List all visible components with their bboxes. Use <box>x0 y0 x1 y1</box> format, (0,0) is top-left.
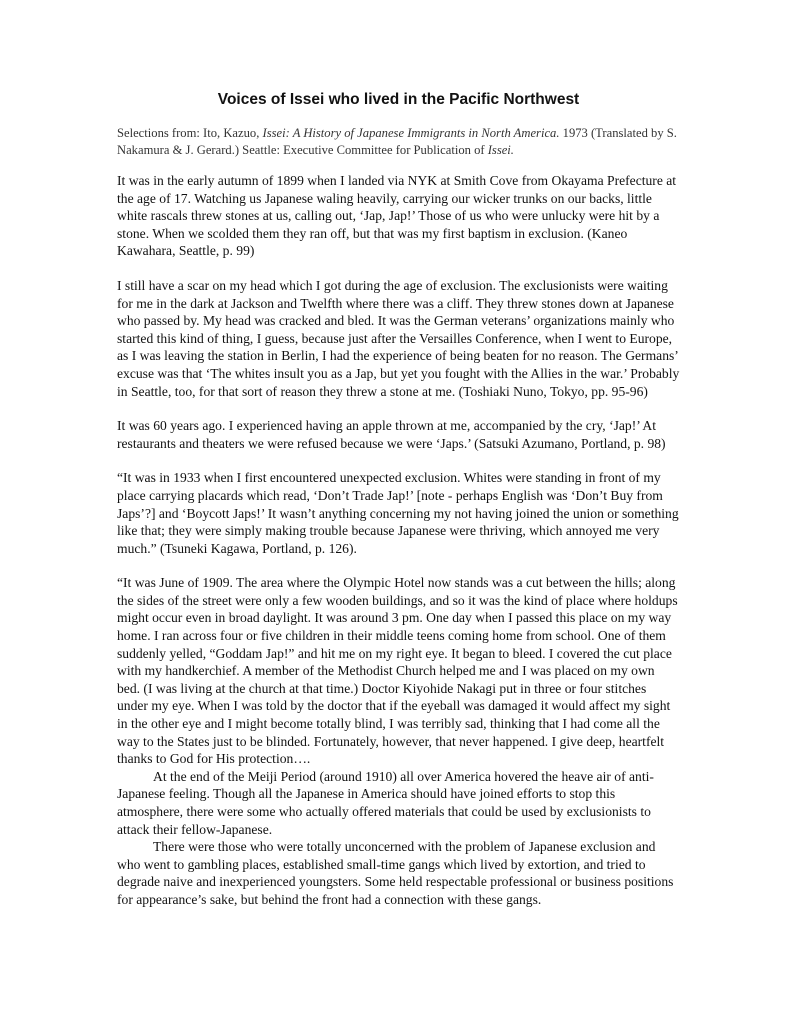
paragraph-kagawa: “It was in 1933 when I first encountered unexpected exclusion. Whites were standing in front of my place carrying placards which read, ‘Don’t Trade Jap!’ [note - perhaps English was ‘Don’t Buy from Japs’?] and ‘Boycott Japs!’ It wasn’t anything concerning my not having joined the union or something like that; they were simply making trouble because Japanese were thriving, which annoyed me very much.” (Tsuneki Kagawa, Portland, p. 126). <box>117 470 679 556</box>
paragraph-kawahara: It was in the early autumn of 1899 when I landed via NYK at Smith Cove from Okayama Prefecture at the age of 17. Watching us Japanese waling heavily, carrying our wicker trunks on our backs, little white rascals threw stones at us, calling out, ‘Jap, Jap!’ Those of us who were unlucky were hit by a stone. When we scolded them they ran off, but that was my first baptism in exclusion. (Kaneo Kawahara, Seattle, p. 99) <box>117 173 677 259</box>
paragraph-meiji-period: At the end of the Meiji Period (around 1910) all over America hovered the heave air of anti-Japanese feeling. Though all the Japanese in America should have joined efforts to stop this atmosphere, there were some who actually offered materials that could be used by exclusionists to attack their fellow-Japanese. <box>117 768 654 837</box>
paragraph-june-1909: “It was June of 1909. The area where the Olympic Hotel now stands was a cut between the hills; along the sides of the street were only a few wooden buildings, and so it was the kind of place where holdups might occur even in broad daylight. It was around 3 pm. One day when I passed this place on my way home. I ran across four or five children in their middle teens coming home from school. One of them suddenly yelled, “Goddam Jap!” and hit me on my right eye. It began to bleed. I covered the cut place with my handkerchief. A member of the Methodist Church helped me and I was placed on my own bed. (I was living at the church at that time.) Doctor Kiyohide Nakagi put in three or four stitches under my eye. When I was told by the doctor that if the eyeball was damaged it would affect my sight in the other eye and I might become totally blind, I was terribly sad, thinking that I had come all the way to the States just to be blinded. Fortunately, however, that never happened. I give deep, heartfelt thanks to God for His protection…. <box>117 575 678 767</box>
paragraph-nuno: I still have a scar on my head which I got during the age of exclusion. The exclusionists were waiting for me in the dark at Jackson and Twelfth where there was a cliff. They threw stones down at Japanese who passed by. My head was cracked and bled. It was the German veterans’ organizations mainly who started this kind of thing, I guess, because just after the Versailles Conference, when I went to Europe, as I was leaving the station in Berlin, I had the experience of being beaten for no reason. The Germans’ excuse was that ‘The whites insult you as a Jap, but yet you fought with the Allies in the war.’ Probably in Seattle, too, for that sort of reason they threw a stone at me. (Toshiaki Nuno, Tokyo, pp. 95-96) <box>117 277 680 399</box>
source-book-title: Issei: A History of Japanese Immigrants in North America. <box>262 126 560 140</box>
source-prefix: Selections from: Ito, Kazuo, <box>117 126 263 140</box>
source-publication-title: Issei. <box>487 142 514 157</box>
document-title: Voices of Issei who lived in the Pacific Northwest <box>217 91 580 108</box>
source-middle: 1973 (Translated by S. Nakamura & J. Gerard.) Seattle: Executive Committee for Publication of <box>117 126 677 157</box>
document-page <box>117 90 680 909</box>
source-citation <box>117 125 680 158</box>
paragraph-gambling-gangs: There were those who were totally unconcerned with the problem of Japanese exclusion and who went to gambling places, established small-time gangs which lived by extortion, and tried to degrade naive and inexperienced youngsters. Some held respectable professional or business positions for appearance’s sake, but behind the front had a connection with these gangs. <box>117 839 674 907</box>
paragraph-azumano: It was 60 years ago. I experienced having an apple thrown at me, accompanied by the cry, ‘Jap!’ At restaurants and theaters we were refused because we were ‘Japs.’ (Satsuki Azumano, Portland, p. 98) <box>117 418 666 451</box>
